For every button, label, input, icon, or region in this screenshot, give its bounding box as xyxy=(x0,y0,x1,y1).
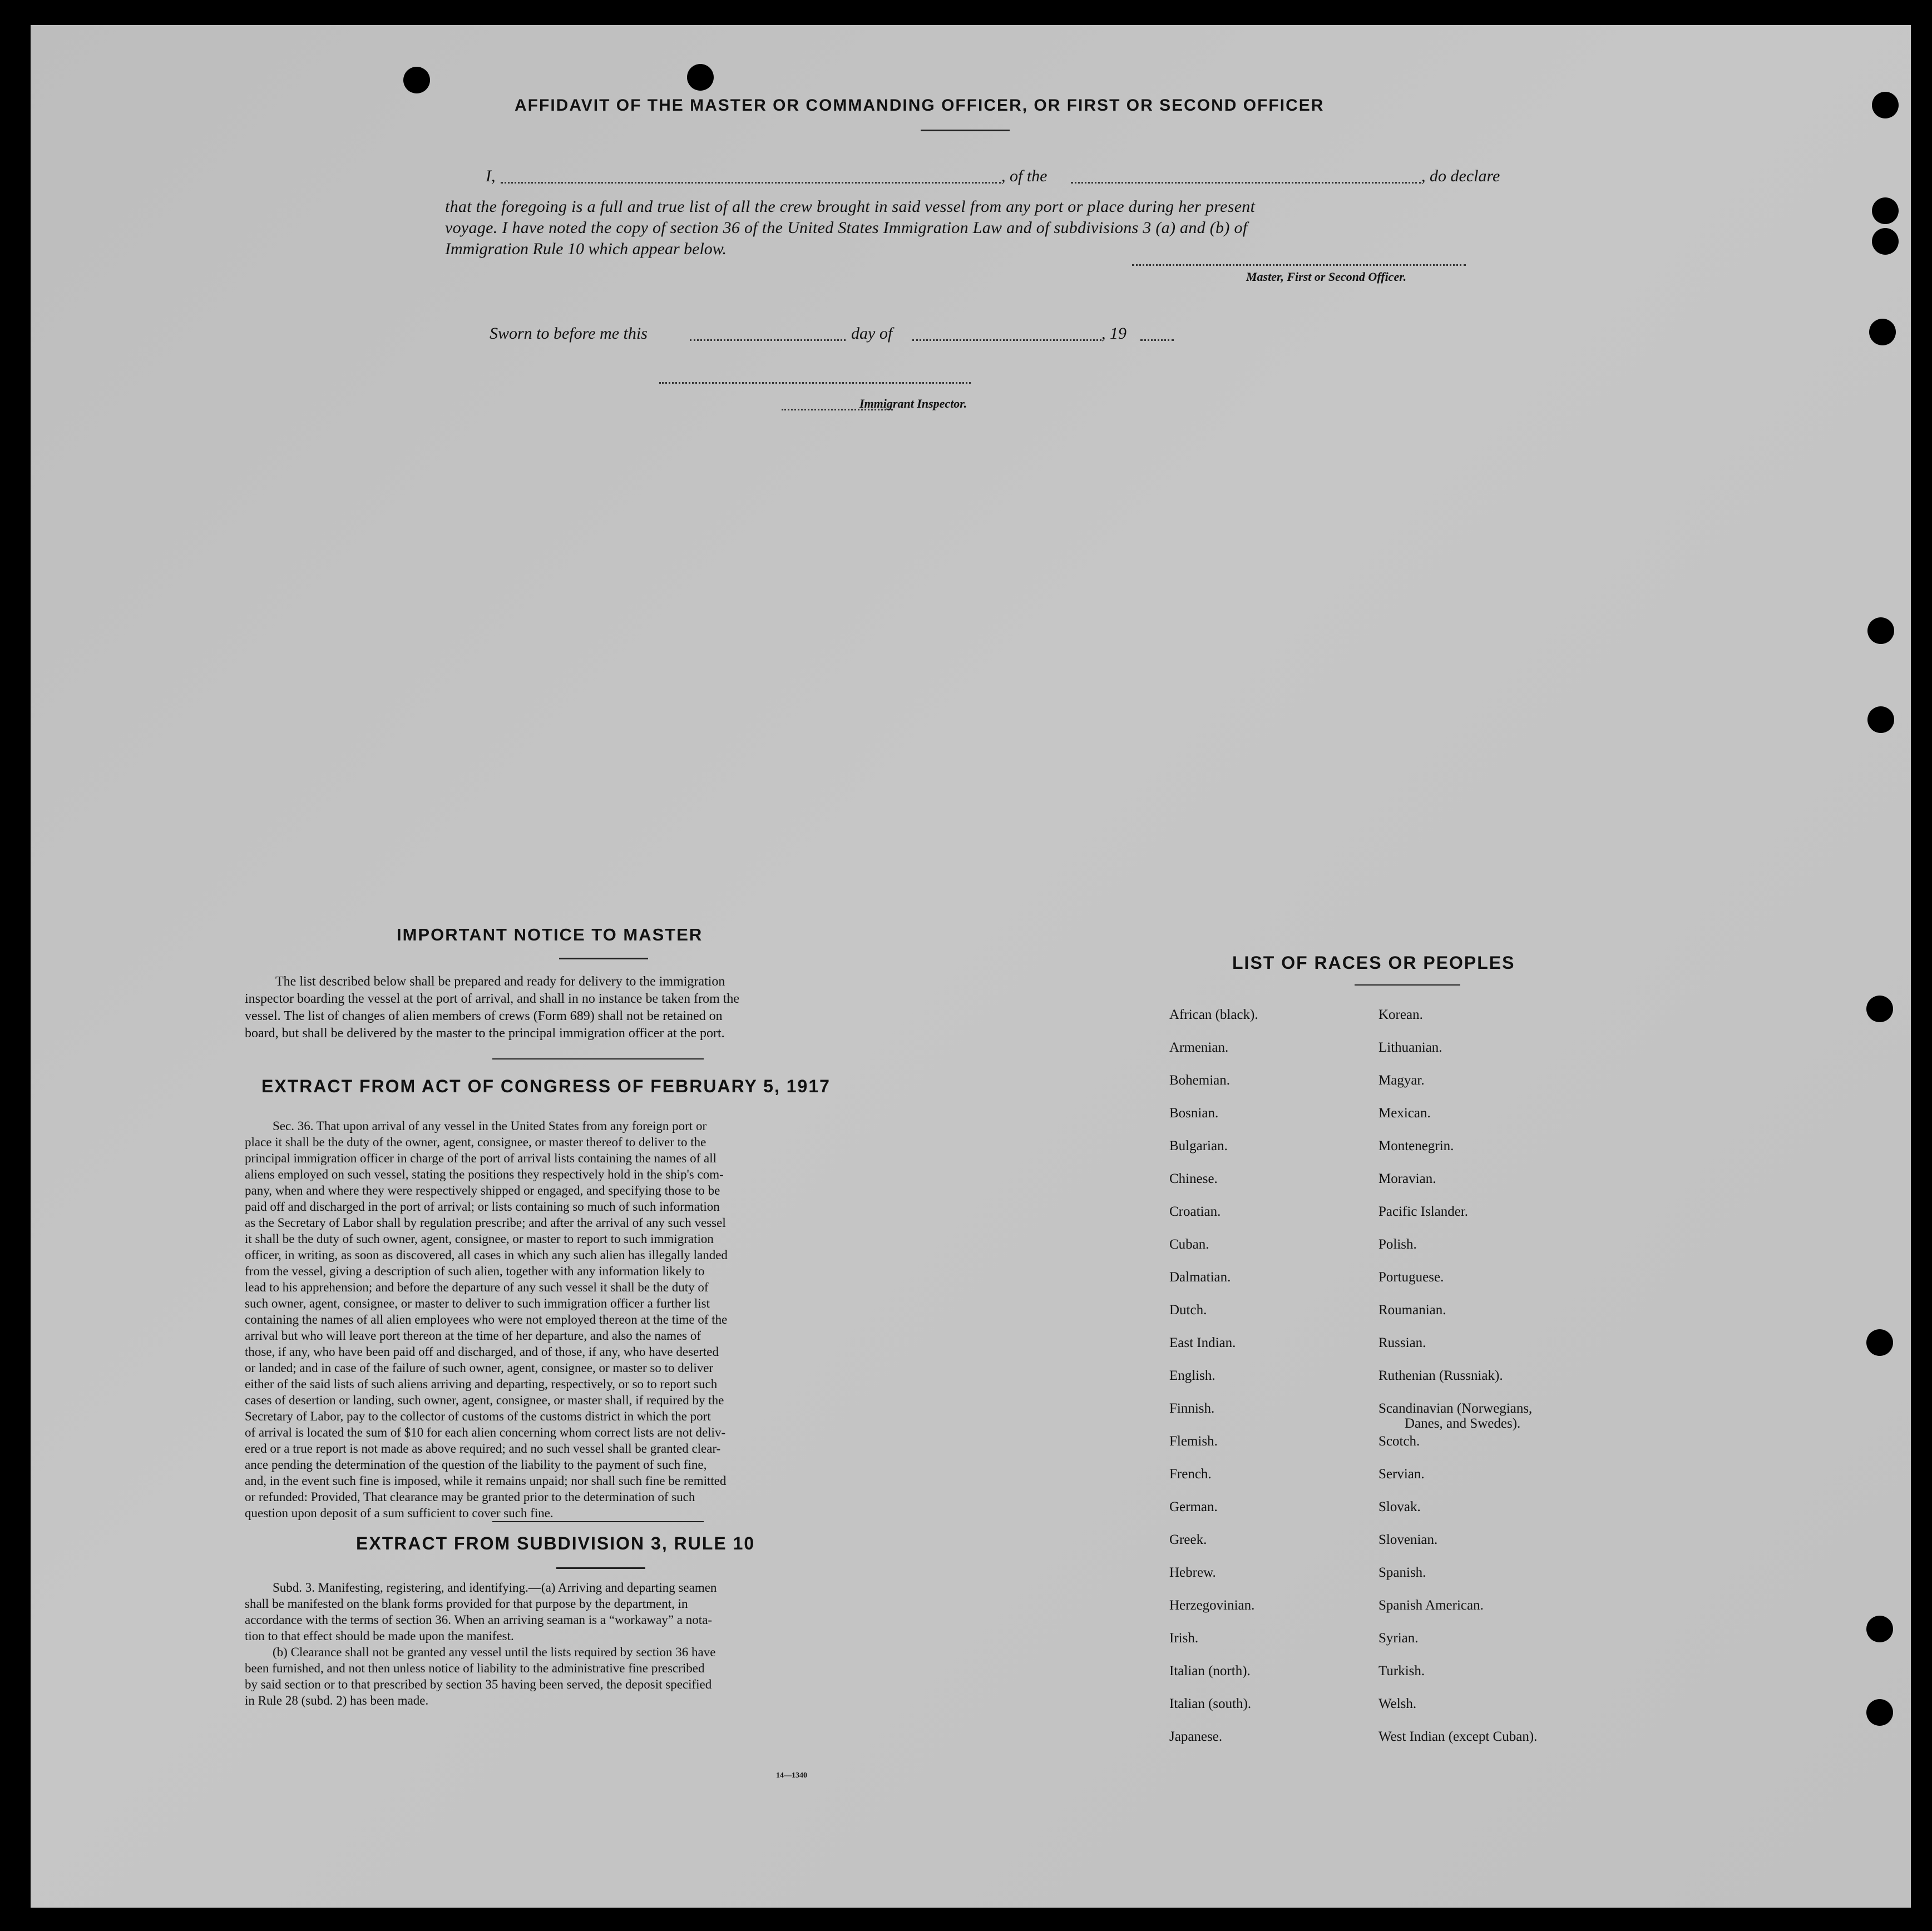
act-line: those, if any, who have been paid off and discharged, and of those, if any, who have deserted xyxy=(245,1345,719,1359)
act-line: and, in the event such fine is imposed, while it remains unpaid; nor shall such fine be remitted xyxy=(245,1474,727,1488)
document-page xyxy=(31,25,1911,1908)
race-right: Servian. xyxy=(1378,1467,1425,1482)
race-left: African (black). xyxy=(1169,1007,1258,1022)
rule-line: shall be manifested on the blank forms provided for that purpose by the department, in xyxy=(245,1597,688,1611)
punch-hole xyxy=(1866,1616,1893,1642)
affidavit-of-the: , of the xyxy=(1001,167,1047,185)
affidavit-i: I, xyxy=(486,167,496,185)
act-line: Secretary of Labor, pay to the collector of customs of the customs district in which the port xyxy=(245,1409,711,1423)
act-line: or refunded: Provided, That clearance may be granted prior to the determination of such xyxy=(245,1490,695,1504)
race-left: Dalmatian. xyxy=(1169,1270,1231,1285)
notice-line: vessel. The list of changes of alien members of crews (Form 689) shall not be retained on xyxy=(245,1009,723,1023)
punch-hole xyxy=(1866,1329,1893,1356)
race-left: Croatian. xyxy=(1169,1204,1221,1219)
race-right: Spanish. xyxy=(1378,1565,1426,1580)
punch-hole xyxy=(1872,228,1899,255)
form-number: 14—1340 xyxy=(776,1771,807,1780)
punch-hole xyxy=(1867,706,1894,733)
race-left: Dutch. xyxy=(1169,1303,1207,1318)
races-underline xyxy=(1355,984,1460,986)
punch-hole xyxy=(1866,996,1893,1022)
vessel-blank[interactable] xyxy=(1071,182,1421,184)
race-right: Polish. xyxy=(1378,1237,1417,1252)
affidavit-body-2: voyage. I have noted the copy of section 36 of the United States Immigration Law and of subdivisions 3 (a) and (b) of xyxy=(445,219,1248,237)
race-left: Finnish. xyxy=(1169,1401,1215,1416)
race-right: Syrian. xyxy=(1378,1631,1419,1646)
race-left: East Indian. xyxy=(1169,1335,1236,1350)
act-line: of arrival is located the sum of $10 for each alien concerning whom correct lists are not deliv- xyxy=(245,1425,726,1439)
punch-hole xyxy=(1872,92,1899,118)
sworn-year: , 19 xyxy=(1101,324,1126,343)
affidavit-body-1: that the foregoing is a full and true list of all the crew brought in said vessel from any port or place during her present xyxy=(445,197,1256,216)
act-line: or landed; and in case of the failure of such owner, agent, consignee, or master so to deliver xyxy=(245,1361,714,1375)
section-divider xyxy=(492,1521,704,1522)
inspector-label: Immigrant Inspector. xyxy=(859,397,967,410)
act-line: Sec. 36. That upon arrival of any vessel in the United States from any foreign port or xyxy=(273,1119,707,1133)
day-blank[interactable] xyxy=(690,339,846,341)
signature-blank[interactable] xyxy=(1132,264,1466,266)
rule-text xyxy=(245,1580,912,1709)
race-left: Italian (south). xyxy=(1169,1696,1252,1711)
races-title: LIST OF RACES OR PEOPLES xyxy=(1232,953,1515,973)
rule-line: by said section or to that prescribed by section 35 having been served, the deposit specified xyxy=(245,1677,712,1691)
act-line: containing the names of all alien employees who were not employed thereon at the time of the xyxy=(245,1313,728,1326)
race-right: Scandinavian (Norwegians, xyxy=(1378,1401,1533,1416)
race-left: Irish. xyxy=(1169,1631,1199,1646)
punch-hole xyxy=(1867,617,1894,644)
rule-line: (b) Clearance shall not be granted any vessel until the lists required by section 36 have xyxy=(273,1645,716,1659)
act-text xyxy=(245,1118,912,1521)
notice-title: IMPORTANT NOTICE TO MASTER xyxy=(397,925,703,944)
race-right: Russian. xyxy=(1378,1335,1426,1350)
act-line: lead to his apprehension; and before the departure of any such vessel it shall be the duty of xyxy=(245,1280,709,1294)
race-left: German. xyxy=(1169,1499,1218,1514)
section-divider xyxy=(492,1058,704,1059)
race-left: Italian (north). xyxy=(1169,1663,1251,1679)
race-right: Moravian. xyxy=(1378,1171,1436,1186)
race-right: Korean. xyxy=(1378,1007,1423,1022)
race-left: Bosnian. xyxy=(1169,1106,1219,1121)
race-right: Slovak. xyxy=(1378,1499,1421,1514)
notice-line: The list described below shall be prepared and ready for delivery to the immigration xyxy=(275,974,725,989)
race-right: Scotch. xyxy=(1378,1434,1420,1449)
act-line: paid off and discharged in the port of arrival; or lists containing so much of such information xyxy=(245,1200,720,1214)
race-left: Herzegovinian. xyxy=(1169,1598,1255,1613)
act-line: aliens employed on such vessel, stating the positions they respectively hold in the ship's com- xyxy=(245,1167,724,1181)
race-left: Armenian. xyxy=(1169,1040,1229,1055)
rule-title: EXTRACT FROM SUBDIVISION 3, RULE 10 xyxy=(356,1533,755,1553)
race-left: Cuban. xyxy=(1169,1237,1209,1252)
act-line: principal immigration officer in charge of the port of arrival lists containing the names of all xyxy=(245,1151,717,1165)
race-right: Mexican. xyxy=(1378,1106,1431,1121)
rule-line: been furnished, and not then unless notice of liability to the administrative fine prescribed xyxy=(245,1661,705,1675)
race-right: Welsh. xyxy=(1378,1696,1417,1711)
affidavit-title: AFFIDAVIT OF THE MASTER OR COMMANDING OFFICER, OR FIRST OR SECOND OFFICER xyxy=(515,96,1325,115)
notice-underline xyxy=(559,958,648,959)
race-right-continuation: Danes, and Swedes). xyxy=(1405,1416,1521,1431)
sworn-prefix: Sworn to before me this xyxy=(490,324,648,343)
act-line: officer, in writing, as soon as discovered, all cases in which any such alien has illegally landed xyxy=(245,1248,728,1262)
title-underline xyxy=(921,130,1010,131)
affidavit-body-3: Immigration Rule 10 which appear below. xyxy=(445,240,727,258)
punch-hole xyxy=(687,64,714,91)
race-left: Chinese. xyxy=(1169,1171,1218,1186)
notice-line: board, but shall be delivered by the master to the principal immigration officer at the port. xyxy=(245,1026,725,1041)
act-line: as the Secretary of Labor shall by regulation prescribe; and after the arrival of any such vessel xyxy=(245,1216,726,1230)
race-left: Hebrew. xyxy=(1169,1565,1216,1580)
sworn-day-of: day of xyxy=(851,324,893,343)
race-right: Turkish. xyxy=(1378,1663,1425,1679)
notice-line: inspector boarding the vessel at the port of arrival, and shall in no instance be taken from the xyxy=(245,992,740,1006)
race-right: Spanish American. xyxy=(1378,1598,1484,1613)
race-left: Japanese. xyxy=(1169,1729,1223,1744)
race-right: Pacific Islander. xyxy=(1378,1204,1469,1219)
act-line: either of the said lists of such aliens arriving and departing, respectively, or so to report such xyxy=(245,1377,718,1391)
race-right: Slovenian. xyxy=(1378,1532,1438,1547)
act-line: it shall be the duty of such owner, agent, consignee, or master to report to such immigration xyxy=(245,1232,714,1246)
act-line: ered or a true report is not made as above required; and no such vessel shall be granted clear- xyxy=(245,1442,721,1455)
race-right: Lithuanian. xyxy=(1378,1040,1442,1055)
act-line: pany, when and where they were respectively shipped or engaged, and specifying those to be xyxy=(245,1184,720,1197)
act-line: such owner, agent, consignee, or master to deliver to such immigration officer a further list xyxy=(245,1296,710,1310)
year-blank[interactable] xyxy=(1140,339,1174,341)
race-right: Roumanian. xyxy=(1378,1303,1446,1318)
act-title: EXTRACT FROM ACT OF CONGRESS OF FEBRUARY 5, 1917 xyxy=(261,1076,831,1096)
punch-hole xyxy=(403,67,430,93)
race-left: Bohemian. xyxy=(1169,1073,1231,1088)
race-left: Flemish. xyxy=(1169,1434,1218,1449)
punch-hole xyxy=(1872,197,1899,224)
race-right: Montenegrin. xyxy=(1378,1138,1454,1153)
notice-text xyxy=(245,973,912,1042)
punch-hole xyxy=(1866,1699,1893,1726)
race-left: English. xyxy=(1169,1368,1215,1383)
name-blank[interactable] xyxy=(501,182,1001,184)
act-line: ance pending the determination of the question of the liability to the payment of such fine, xyxy=(245,1458,707,1472)
act-line: question upon deposit of a sum sufficient to cover such fine. xyxy=(245,1506,554,1520)
signature-label: Master, First or Second Officer. xyxy=(1246,270,1407,284)
race-right: Ruthenian (Russniak). xyxy=(1378,1368,1503,1383)
race-left: Bulgarian. xyxy=(1169,1138,1228,1153)
race-left: French. xyxy=(1169,1467,1212,1482)
rule-line: tion to that effect should be made upon the manifest. xyxy=(245,1629,514,1643)
race-right: Magyar. xyxy=(1378,1073,1425,1088)
month-blank[interactable] xyxy=(912,339,1101,341)
act-line: place it shall be the duty of the owner, agent, consignee, or master thereof to deliver to the xyxy=(245,1135,706,1149)
rule-line: in Rule 28 (subd. 2) has been made. xyxy=(245,1694,429,1707)
act-line: cases of desertion or landing, such owner, agent, consignee, or master shall, if required by the xyxy=(245,1393,724,1407)
race-right: West Indian (except Cuban). xyxy=(1378,1729,1538,1744)
race-right: Portuguese. xyxy=(1378,1270,1444,1285)
inspector-blank[interactable] xyxy=(659,382,971,384)
rule-line: accordance with the terms of section 36. When an arriving seaman is a “workaway” a nota- xyxy=(245,1613,713,1627)
act-line: from the vessel, giving a description of such alien, together with any information likely to xyxy=(245,1264,705,1278)
rule-underline xyxy=(556,1567,645,1569)
act-line: arrival but who will leave port thereon at the time of her departure, and also the names of xyxy=(245,1329,701,1343)
rule-line: Subd. 3. Manifesting, registering, and identifying.—(a) Arriving and departing seamen xyxy=(273,1581,717,1595)
punch-hole xyxy=(1869,319,1896,345)
race-left: Greek. xyxy=(1169,1532,1207,1547)
affidavit-declare: , do declare xyxy=(1421,167,1500,185)
